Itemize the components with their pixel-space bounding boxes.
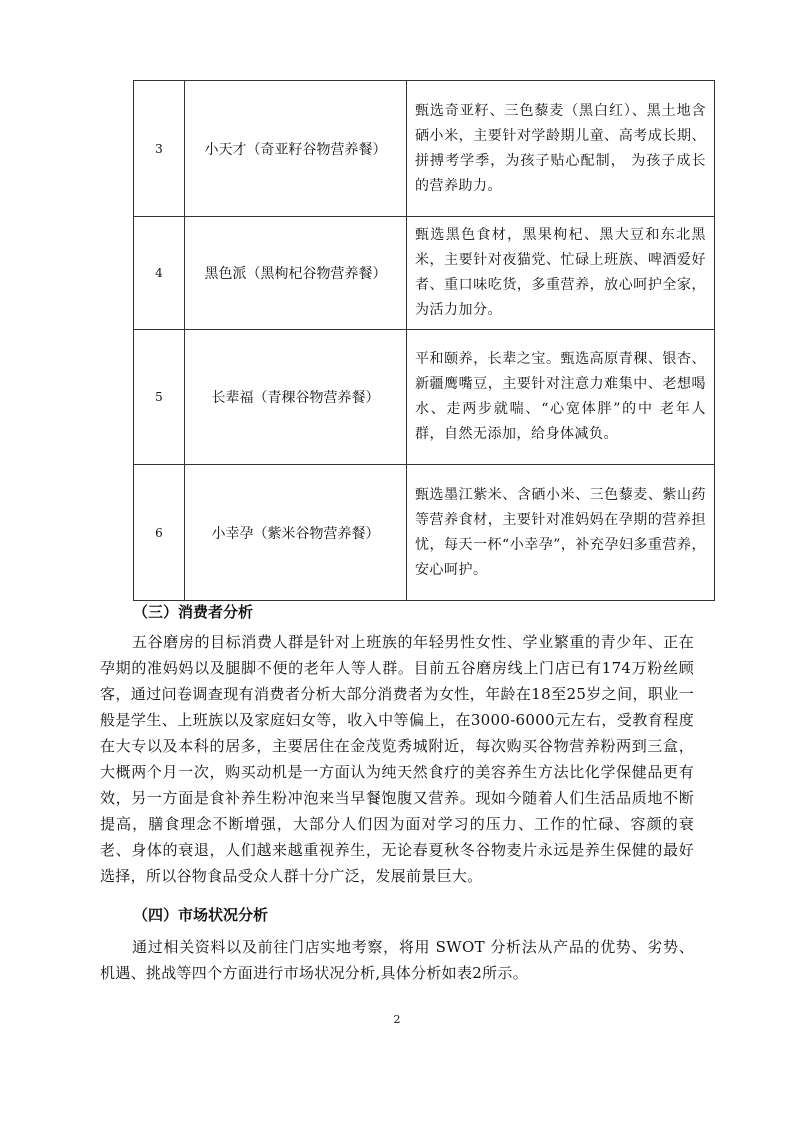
product-name: 黑色派（黑枸杞谷物营养餐） <box>185 217 407 330</box>
consumer-analysis-paragraph: 五谷磨房的目标消费人群是针对上班族的年轻男性女性、学业繁重的青少年、正在孕期的准妈妈以及腿脚不便的老年人等人群。目前五谷磨房线上门店已有174万粉丝顾客，通过问卷调查现有消费者分析大部分消费者为女性，年龄在18至25岁之间，职业一般是学生、上班族以及家庭妇女等，收入中等偏上，在3000-6000元左右，受教育程度在大专以及本科的居多，主要居住在金茂览秀城附近，每次购买谷物营养粉两到三盒，大概两个月一次，购买动机是一方面认为纯天然食疗的美容养生方法比化学保健品更有效，另一方面是食补养生粉冲泡来当早餐饱腹又营养。现如今随着人们生活品质地不断提高，膳食理念不断增强，大部分人们因为面对学习的压力、工作的忙碌、容颜的衰老、身体的衰退，人们越来越重视养生，无论春夏秋冬谷物麦片永远是养生保健的最好选择，所以谷物食品受众人群十分广泛，发展前景巨大。 <box>100 633 694 885</box>
table-row <box>134 465 715 601</box>
product-name: 小天才（奇亚籽谷物营养餐） <box>185 81 407 217</box>
row-number: 5 <box>134 330 185 465</box>
row-number: 4 <box>134 217 185 330</box>
table-row <box>134 217 715 330</box>
product-name: 长辈福（青稞谷物营养餐） <box>185 330 407 465</box>
page-number: 2 <box>393 1013 401 1026</box>
product-description: 甄选奇亚籽、三色藜麦（黑白红）、黑土地含硒小米，主要针对学龄期儿童、高考成长期、拼搏考学季，为孩子贴心配制， 为孩子成长的营养助力。 <box>407 81 715 217</box>
section-heading-market-analysis: （四）市场状况分析 <box>133 906 269 924</box>
product-table <box>133 80 715 601</box>
table-row <box>134 81 715 217</box>
product-name: 小幸孕（紫米谷物营养餐） <box>185 465 407 601</box>
product-description: 平和颐养，长辈之宝。甄选高原青稞、银杏、新疆鹰嘴豆，主要针对注意力难集中、老想喝水、走两步就喘、“心宽体胖”的中 老年人群，自然无添加，给身体减负。 <box>407 330 715 465</box>
product-description: 甄选墨江紫米、含硒小米、三色藜麦、紫山药等营养食材，主要针对准妈妈在孕期的营养担忧，每天一杯“小幸孕”，补充孕妇多重营养，安心呵护。 <box>407 465 715 601</box>
section-heading-consumer-analysis: （三）消费者分析 <box>133 603 254 621</box>
market-analysis-paragraph: 通过相关资料以及前往门店实地考察，将用 SWOT 分析法从产品的优势、劣势、机遇、挑战等四个方面进行市场状况分析,具体分析如表2所示。 <box>100 938 694 982</box>
row-number: 6 <box>134 465 185 601</box>
table-row <box>134 330 715 465</box>
row-number: 3 <box>134 81 185 217</box>
product-description: 甄选黑色食材，黑果枸杞、黑大豆和东北黑米，主要针对夜猫党、忙碌上班族、啤酒爱好者、重口味吃货，多重营养，放心呵护全家，为活力加分。 <box>407 217 715 330</box>
